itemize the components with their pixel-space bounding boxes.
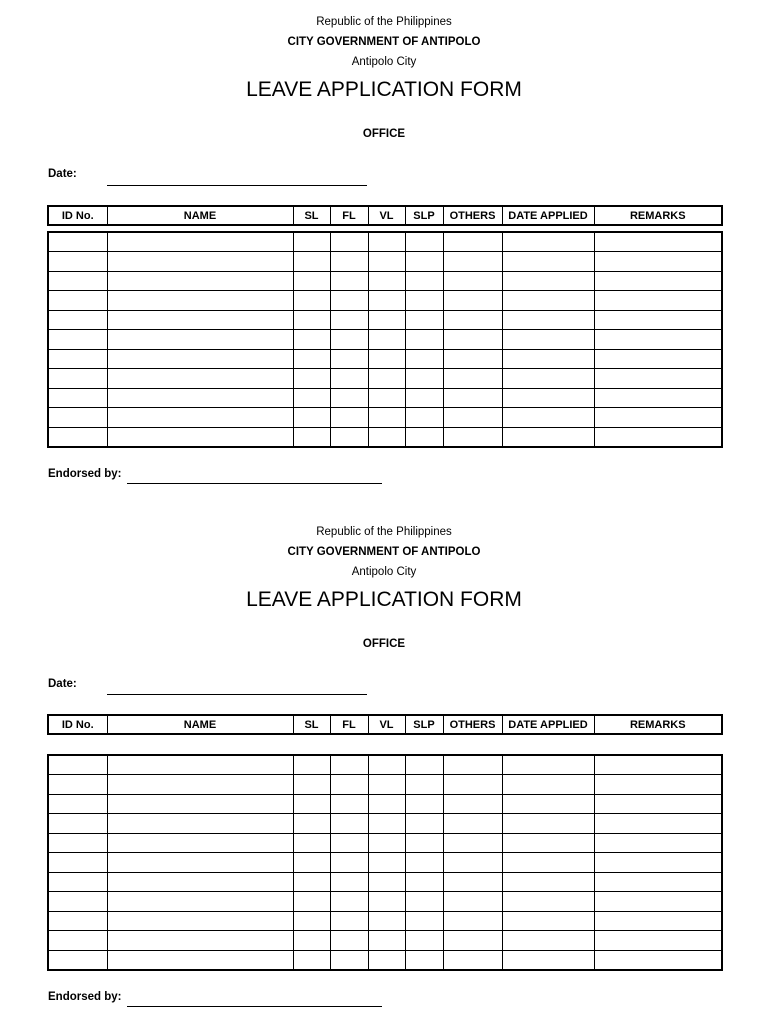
table-cell[interactable] [107, 330, 293, 350]
column-header-table [47, 205, 723, 226]
table-cell[interactable] [330, 794, 368, 814]
table-cell[interactable] [293, 892, 330, 912]
column-header: REMARKS [594, 715, 722, 734]
table-cell[interactable] [48, 814, 107, 834]
table-cell[interactable] [107, 369, 293, 389]
table-cell[interactable] [330, 427, 368, 447]
table-cell[interactable] [107, 872, 293, 892]
table-cell[interactable] [594, 427, 722, 447]
table-cell[interactable] [107, 833, 293, 853]
table-cell[interactable] [443, 271, 502, 291]
table-cell[interactable] [368, 853, 405, 873]
table-cell[interactable] [293, 931, 330, 951]
table-cell[interactable] [107, 310, 293, 330]
table-cell[interactable] [107, 794, 293, 814]
table-cell[interactable] [405, 794, 443, 814]
table-cell[interactable] [594, 252, 722, 272]
table-cell[interactable] [107, 388, 293, 408]
table-cell[interactable] [368, 892, 405, 912]
table-cell[interactable] [405, 252, 443, 272]
table-row [48, 388, 722, 408]
republic-line: Republic of the Philippines [316, 16, 452, 28]
table-cell[interactable] [502, 814, 594, 834]
table-cell[interactable] [594, 330, 722, 350]
table-cell[interactable] [405, 833, 443, 853]
city-government-line: CITY GOVERNMENT OF ANTIPOLO [287, 36, 481, 48]
column-header: OTHERS [443, 715, 502, 734]
table-cell[interactable] [330, 252, 368, 272]
table-row [48, 814, 722, 834]
table-cell[interactable] [48, 369, 107, 389]
table-cell[interactable] [48, 892, 107, 912]
table-cell[interactable] [405, 775, 443, 795]
table-cell[interactable] [107, 950, 293, 970]
table-cell[interactable] [594, 775, 722, 795]
city-line: Antipolo City [351, 566, 417, 578]
table-cell[interactable] [443, 814, 502, 834]
table-row [48, 232, 722, 252]
table-cell[interactable] [443, 330, 502, 350]
column-header: FL [330, 715, 368, 734]
table-cell[interactable] [368, 388, 405, 408]
table-cell[interactable] [330, 369, 368, 389]
table-row [48, 872, 722, 892]
table-cell[interactable] [48, 330, 107, 350]
table-cell[interactable] [48, 232, 107, 252]
table-cell[interactable] [107, 291, 293, 311]
table-cell[interactable] [594, 950, 722, 970]
table-cell[interactable] [594, 892, 722, 912]
table-cell[interactable] [48, 408, 107, 428]
table-cell[interactable] [405, 892, 443, 912]
table-cell[interactable] [405, 931, 443, 951]
table-cell[interactable] [443, 892, 502, 912]
table-cell[interactable] [293, 950, 330, 970]
table-cell[interactable] [293, 291, 330, 311]
table-cell[interactable] [502, 833, 594, 853]
table-cell[interactable] [368, 931, 405, 951]
table-row [48, 291, 722, 311]
table-cell[interactable] [405, 310, 443, 330]
table-cell[interactable] [107, 775, 293, 795]
table-cell[interactable] [443, 950, 502, 970]
table-cell[interactable] [443, 911, 502, 931]
table-cell[interactable] [293, 814, 330, 834]
table-cell[interactable] [502, 775, 594, 795]
table-cell[interactable] [48, 310, 107, 330]
table-cell[interactable] [368, 794, 405, 814]
table-cell[interactable] [443, 252, 502, 272]
table-row [48, 349, 722, 369]
table-cell[interactable] [502, 931, 594, 951]
table-cell[interactable] [330, 911, 368, 931]
office-label: OFFICE [362, 638, 406, 650]
table-cell[interactable] [293, 369, 330, 389]
form-title: LEAVE APPLICATION FORM [246, 78, 522, 101]
table-cell[interactable] [107, 911, 293, 931]
city-line: Antipolo City [351, 56, 417, 68]
table-cell[interactable] [443, 853, 502, 873]
table-cell[interactable] [594, 794, 722, 814]
table-cell[interactable] [293, 349, 330, 369]
column-header: SLP [405, 206, 443, 225]
table-cell[interactable] [293, 252, 330, 272]
table-cell[interactable] [405, 755, 443, 775]
column-header: ID No. [48, 206, 107, 225]
table-cell[interactable] [502, 271, 594, 291]
date-label: Date: [48, 168, 77, 180]
endorsed-by-field-line[interactable] [127, 483, 382, 484]
table-cell[interactable] [330, 408, 368, 428]
table-cell[interactable] [330, 755, 368, 775]
table-cell[interactable] [330, 892, 368, 912]
table-cell[interactable] [293, 853, 330, 873]
table-cell[interactable] [502, 330, 594, 350]
table-cell[interactable] [48, 271, 107, 291]
column-header: SLP [405, 715, 443, 734]
column-header-table [47, 714, 723, 735]
table-row [48, 271, 722, 291]
table-cell[interactable] [594, 291, 722, 311]
table-cell[interactable] [443, 408, 502, 428]
table-cell[interactable] [594, 931, 722, 951]
table-cell[interactable] [107, 252, 293, 272]
table-cell[interactable] [502, 349, 594, 369]
table-cell[interactable] [405, 349, 443, 369]
table-cell[interactable] [48, 872, 107, 892]
table-cell[interactable] [107, 853, 293, 873]
table-cell[interactable] [443, 310, 502, 330]
column-header: FL [330, 206, 368, 225]
table-cell[interactable] [594, 814, 722, 834]
table-cell[interactable] [330, 349, 368, 369]
table-cell[interactable] [368, 872, 405, 892]
table-cell[interactable] [502, 755, 594, 775]
table-row [48, 892, 722, 912]
table-cell[interactable] [443, 872, 502, 892]
table-cell[interactable] [502, 427, 594, 447]
table-cell[interactable] [368, 252, 405, 272]
table-cell[interactable] [368, 911, 405, 931]
column-header: NAME [107, 715, 293, 734]
table-cell[interactable] [594, 408, 722, 428]
table-cell[interactable] [502, 408, 594, 428]
table-cell[interactable] [293, 775, 330, 795]
table-cell[interactable] [405, 232, 443, 252]
table-cell[interactable] [502, 853, 594, 873]
table-cell[interactable] [502, 388, 594, 408]
endorsed-by-label: Endorsed by: [48, 468, 122, 480]
table-cell[interactable] [48, 853, 107, 873]
table-row [48, 427, 722, 447]
table-cell[interactable] [330, 271, 368, 291]
table-row [48, 330, 722, 350]
form-title: LEAVE APPLICATION FORM [246, 588, 522, 611]
table-cell[interactable] [293, 833, 330, 853]
table-cell[interactable] [368, 833, 405, 853]
table-cell[interactable] [502, 291, 594, 311]
table-cell[interactable] [443, 427, 502, 447]
column-header: ID No. [48, 715, 107, 734]
column-header: SL [293, 206, 330, 225]
table-cell[interactable] [405, 427, 443, 447]
date-field-line[interactable] [107, 185, 367, 186]
table-row [48, 252, 722, 272]
table-cell[interactable] [502, 872, 594, 892]
table-cell[interactable] [48, 349, 107, 369]
table-cell[interactable] [330, 291, 368, 311]
table-cell[interactable] [443, 388, 502, 408]
table-cell[interactable] [293, 872, 330, 892]
date-field-line[interactable] [107, 694, 367, 695]
table-cell[interactable] [443, 291, 502, 311]
table-cell[interactable] [48, 755, 107, 775]
table-cell[interactable] [330, 232, 368, 252]
table-cell[interactable] [368, 427, 405, 447]
table-cell[interactable] [330, 833, 368, 853]
table-cell[interactable] [48, 291, 107, 311]
date-label: Date: [48, 678, 77, 690]
table-cell[interactable] [405, 330, 443, 350]
table-cell[interactable] [594, 369, 722, 389]
table-cell[interactable] [330, 950, 368, 970]
table-cell[interactable] [293, 755, 330, 775]
table-cell[interactable] [405, 271, 443, 291]
table-cell[interactable] [368, 950, 405, 970]
table-cell[interactable] [443, 794, 502, 814]
table-cell[interactable] [293, 388, 330, 408]
entries-table [47, 754, 723, 971]
table-cell[interactable] [107, 232, 293, 252]
table-cell[interactable] [48, 252, 107, 272]
table-cell[interactable] [293, 911, 330, 931]
table-row [48, 310, 722, 330]
column-header: VL [368, 715, 405, 734]
table-cell[interactable] [368, 814, 405, 834]
table-cell[interactable] [405, 408, 443, 428]
table-cell[interactable] [48, 427, 107, 447]
table-cell[interactable] [405, 950, 443, 970]
table-cell[interactable] [594, 911, 722, 931]
table-cell[interactable] [443, 349, 502, 369]
table-cell[interactable] [368, 291, 405, 311]
table-cell[interactable] [330, 388, 368, 408]
table-cell[interactable] [48, 950, 107, 970]
table-cell[interactable] [107, 271, 293, 291]
table-cell[interactable] [405, 291, 443, 311]
table-cell[interactable] [48, 833, 107, 853]
table-cell[interactable] [405, 388, 443, 408]
table-cell[interactable] [405, 872, 443, 892]
table-cell[interactable] [107, 755, 293, 775]
endorsed-by-field-line[interactable] [127, 1006, 382, 1007]
table-cell[interactable] [594, 349, 722, 369]
table-cell[interactable] [48, 388, 107, 408]
table-cell[interactable] [330, 775, 368, 795]
table-cell[interactable] [330, 310, 368, 330]
table-row [48, 369, 722, 389]
table-cell[interactable] [443, 369, 502, 389]
table-cell[interactable] [368, 349, 405, 369]
table-cell[interactable] [107, 814, 293, 834]
table-cell[interactable] [594, 310, 722, 330]
table-cell[interactable] [368, 330, 405, 350]
table-row [48, 408, 722, 428]
table-cell[interactable] [48, 794, 107, 814]
republic-line: Republic of the Philippines [316, 526, 452, 538]
table-cell[interactable] [368, 408, 405, 428]
table-cell[interactable] [594, 755, 722, 775]
column-header: REMARKS [594, 206, 722, 225]
table-cell[interactable] [594, 853, 722, 873]
table-row [48, 755, 722, 775]
table-cell[interactable] [368, 775, 405, 795]
table-cell[interactable] [107, 408, 293, 428]
table-cell[interactable] [368, 271, 405, 291]
table-cell[interactable] [502, 232, 594, 252]
table-cell[interactable] [107, 931, 293, 951]
entries-table [47, 231, 723, 448]
table-cell[interactable] [293, 427, 330, 447]
table-cell[interactable] [330, 330, 368, 350]
city-government-line: CITY GOVERNMENT OF ANTIPOLO [287, 546, 481, 558]
table-cell[interactable] [330, 872, 368, 892]
table-cell[interactable] [405, 911, 443, 931]
table-row [48, 833, 722, 853]
table-cell[interactable] [48, 911, 107, 931]
table-cell[interactable] [48, 931, 107, 951]
column-header: NAME [107, 206, 293, 225]
table-cell[interactable] [107, 427, 293, 447]
table-cell[interactable] [502, 911, 594, 931]
table-cell[interactable] [293, 271, 330, 291]
table-cell[interactable] [330, 853, 368, 873]
table-cell[interactable] [293, 310, 330, 330]
table-cell[interactable] [502, 794, 594, 814]
table-cell[interactable] [368, 755, 405, 775]
table-cell[interactable] [368, 232, 405, 252]
column-header: VL [368, 206, 405, 225]
table-cell[interactable] [368, 310, 405, 330]
table-cell[interactable] [594, 833, 722, 853]
table-cell[interactable] [368, 369, 405, 389]
table-cell[interactable] [502, 950, 594, 970]
table-cell[interactable] [293, 794, 330, 814]
table-cell[interactable] [443, 833, 502, 853]
column-header: OTHERS [443, 206, 502, 225]
table-row [48, 950, 722, 970]
table-cell[interactable] [330, 931, 368, 951]
table-cell[interactable] [293, 408, 330, 428]
table-cell[interactable] [107, 892, 293, 912]
table-row [48, 911, 722, 931]
table-cell[interactable] [443, 232, 502, 252]
table-cell[interactable] [594, 872, 722, 892]
table-cell[interactable] [443, 755, 502, 775]
column-header: DATE APPLIED [502, 206, 594, 225]
table-row [48, 794, 722, 814]
column-header: DATE APPLIED [502, 715, 594, 734]
table-cell[interactable] [502, 892, 594, 912]
office-label: OFFICE [362, 128, 406, 140]
table-cell[interactable] [405, 814, 443, 834]
table-cell[interactable] [405, 369, 443, 389]
table-cell[interactable] [594, 388, 722, 408]
table-row [48, 931, 722, 951]
table-row [48, 853, 722, 873]
table-cell[interactable] [594, 232, 722, 252]
table-cell[interactable] [107, 349, 293, 369]
column-header: SL [293, 715, 330, 734]
table-cell[interactable] [502, 252, 594, 272]
table-cell[interactable] [293, 330, 330, 350]
table-cell[interactable] [405, 853, 443, 873]
table-cell[interactable] [594, 271, 722, 291]
table-cell[interactable] [502, 369, 594, 389]
table-cell[interactable] [293, 232, 330, 252]
table-cell[interactable] [443, 775, 502, 795]
table-cell[interactable] [443, 931, 502, 951]
table-cell[interactable] [502, 310, 594, 330]
endorsed-by-label: Endorsed by: [48, 991, 122, 1003]
table-row [48, 775, 722, 795]
table-cell[interactable] [330, 814, 368, 834]
table-cell[interactable] [48, 775, 107, 795]
